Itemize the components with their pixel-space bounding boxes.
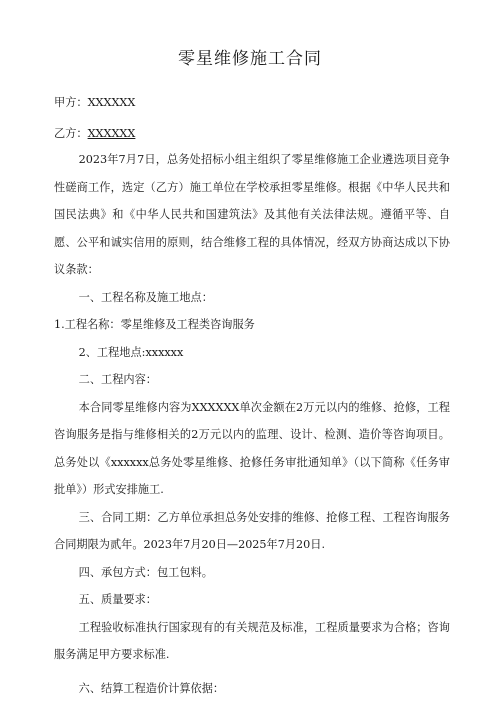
section-1-item-1: 1.工程名称：零星维修及工程类咨询服务	[54, 318, 255, 331]
section-5-text: 工程验收标准执行国家现有的有关规范及标准，工程质量要求为合格；咨询服务满足甲方要求标准.	[54, 620, 450, 661]
section-2-heading: 二、工程内容：	[78, 373, 157, 386]
party-a-line	[54, 94, 450, 112]
section-5-heading: 五、质量要求：	[78, 593, 157, 606]
document-title: 零星维修施工合同	[178, 49, 322, 69]
party-b-line	[54, 125, 450, 143]
section-3-text: 三、合同工期：乙方单位承担总务处安排的维修、抢修工程、工程咨询服务合同期限为贰年。2023年7月20日—2025年7月20日.	[54, 510, 450, 551]
section-1-heading: 一、工程名称及施工地点：	[78, 290, 213, 304]
party-b-value: XXXXXX	[87, 127, 136, 140]
party-a-label: 甲方：	[54, 96, 88, 109]
party-b-label: 乙方：	[54, 127, 88, 140]
section-2-text: 本合同零星维修内容为XXXXXX单次金额在2万元以内的维修、抢修，工程咨询服务是指与维修相关的2万元以内的监理、设计、检测、造价等咨询项目。总务处以《xxxxxx总务处零星维修、抢修任务审批通知单》（以下简称《任务审批单》）形式安排施工.	[54, 400, 450, 496]
party-a-value: XXXXXX	[87, 96, 136, 109]
section-4-text: 四、承包方式：包工包料。	[78, 565, 213, 579]
section-1-item-2: 2、工程地点:xxxxxx	[78, 345, 184, 359]
document-body	[54, 94, 450, 702]
section-6-heading: 六、结算工程造价计算依据：	[78, 681, 225, 695]
intro-paragraph: 2023年7月7日，总务处招标小组主组织了零星维修施工企业遴选项目竞争性磋商工作，选定（乙方）施工单位在学校承担零星维修。根据《中华人民共和国民法典》和《中华人民共和国建筑法》及其他有关法律法规。遵循平等、自愿、公平和诚实信用的原则，结合维修工程的具体情况，经双方协商达成以下协议条款：	[54, 153, 450, 276]
